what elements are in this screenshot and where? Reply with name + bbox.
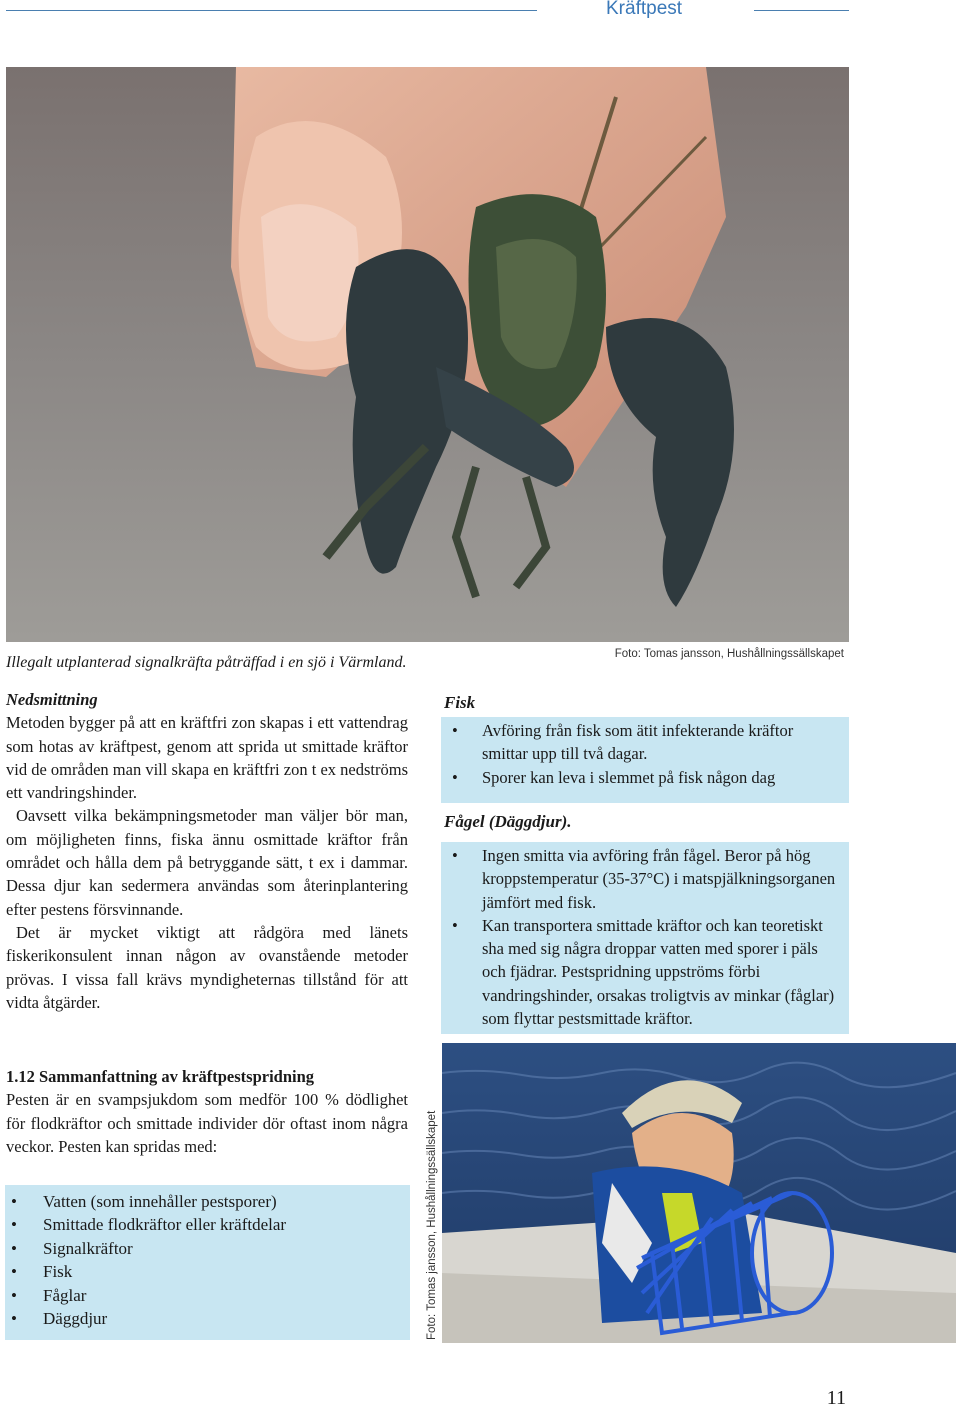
running-header-title: Kräftpest: [606, 0, 683, 19]
list-item: • Sporer kan leva i slemmet på fisk någon dag: [441, 766, 849, 789]
left-column: [6, 688, 408, 1014]
paragraph: Metoden bygger på att en kräftfri zon skapas i ett vattendrag som hotas av kräftpest, genom att sprida ut smittade kräftor vid de områden man vill skapa en kräftfri zon t ex nedströms ett vandringshinder.: [6, 713, 408, 803]
photo-credit-vertical: Foto: Tomas jansson, Hushållningssällskapet: [426, 1110, 438, 1340]
list-item: • Kan transportera smittade kräftor och kan teoretiskt sha med sig några droppar vatten med sporer i päls och fjädrar. Pestspridning uppströms förbi vandringshinder, orsakas troligtvis av minkar (fåglar) som flyttar pestsmittade kräftor.: [441, 914, 849, 1030]
child-trap-photo: [442, 1043, 956, 1343]
photo-credit: Foto: Tomas jansson, Hushållningssällskapet: [614, 648, 844, 660]
paragraph: Oavsett vilka bekämpningsmetoder man väljer bör man, om möjligheten finns, fiska ännu osmittade kräftor från området och hålla dem på betryggande sätt, t ex i dammar. Dessa djur kan sedermera användas som återinplantering efter pestens försvinnande.: [6, 806, 408, 919]
header-rule-right: [754, 10, 849, 11]
heading-fagel: Fågel (Däggdjur).: [444, 812, 572, 831]
spread-means-box: [5, 1185, 410, 1340]
paragraph: Det är mycket viktigt att rådgöra med länets fiskerikonsulent innan någon av ovanstående metoder prövas. I vissa fall krävs myndigheternas tillstånd för att vidta åtgärder.: [6, 922, 408, 1012]
list-item: • Fåglar: [5, 1284, 410, 1307]
photo-caption: Illegalt utplanterad signalkräfta påträffad i en sjö i Värmland.: [6, 654, 407, 671]
page-number: 11: [826, 1387, 846, 1409]
list-item: • Ingen smitta via avföring från fågel. Beror på hög kroppstemperatur (35-37°C) i matspjälkningsorganen jämfört med fisk.: [441, 844, 849, 914]
list-item: • Vatten (som innehåller pestsporer): [5, 1190, 410, 1213]
section-heading-summary: 1.12 Sammanfattning av kräftpestspridning: [6, 1067, 315, 1086]
fisk-box: [441, 717, 849, 803]
summary-text: Pesten är en svampsjukdom som medför 100 % dödlighet för flodkräftor och smittade individer dör oftast inom några veckor. Pesten kan spridas med:: [6, 1090, 408, 1156]
list-item: • Däggdjur: [5, 1307, 410, 1330]
list-item: • Avföring från fisk som ätit infekterande kräftor smittar upp till två dagar.: [441, 719, 849, 766]
section-heading-nedsmittning: Nedsmittning: [6, 690, 98, 709]
heading-fisk: Fisk: [444, 693, 476, 712]
summary-section: [6, 1065, 408, 1158]
list-item: • Fisk: [5, 1260, 410, 1283]
header-rule-left: [6, 10, 537, 11]
list-item: • Smittade flodkräftor eller kräftdelar: [5, 1213, 410, 1236]
list-item: • Signalkräftor: [5, 1237, 410, 1260]
crayfish-photo: [6, 67, 849, 642]
fagel-box: [441, 842, 849, 1034]
